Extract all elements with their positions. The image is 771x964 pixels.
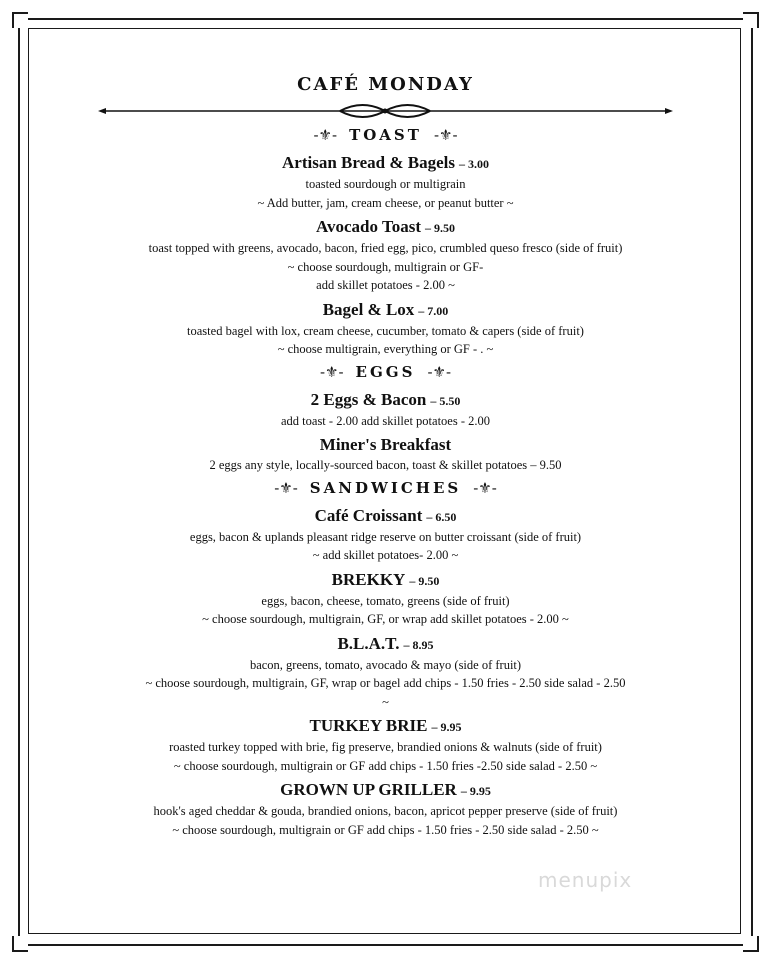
menu-title: CAFÉ MONDAY [297,74,474,95]
item-description: roasted turkey topped with brie, fig preserve, brandied onions & walnuts (side of fruit) [169,740,602,754]
item-description: ~ Add butter, jam, cream cheese, or peanut butter ~ [257,195,514,210]
item-price: – 5.50 [430,393,461,408]
menu-item-name [40,216,731,239]
section-heading [40,361,731,383]
item-price: – 8.95 [403,637,434,652]
menu-item-name [40,434,731,456]
item-description: eggs, bacon, cheese, tomato, greens (side of fruit) [261,593,510,608]
item-price: – 3.00 [459,157,489,171]
fleur-de-lis-icon: -⚜- [473,478,497,497]
fleur-de-lis-icon: -⚜- [313,126,338,144]
menu-item-name [40,569,731,592]
item-title: TURKEY BRIE [309,716,428,735]
item-price: – 7.00 [418,303,449,318]
item-description: add toast - 2.00 add skillet potatoes - 2.00 [281,413,490,428]
corner-ornament [12,12,28,28]
item-description: bacon, greens, tomato, avocado & mayo (side of fruit) [249,657,522,672]
item-description: ~ choose sourdough, multigrain or GF add chips - 1.50 fries -2.50 side salad - 2.50 ~ [173,758,598,773]
item-description: ~ [382,694,389,709]
menu-item-name [40,633,731,656]
item-description: ~ choose sourdough, multigrain, GF, wrap or bagel add chips - 1.50 fries - 2.50 side salad - 2.50 [145,676,626,690]
section-title: SANDWICHES [309,478,462,497]
item-title: Artisan Bread & Bagels [282,153,455,172]
item-description: 2 eggs any style, locally-sourced bacon, toast & skillet potatoes – 9.50 [209,458,562,472]
menu-item-name [40,779,731,802]
fleur-de-lis-icon: -⚜- [433,126,458,144]
corner-ornament [743,12,759,28]
corner-ornament [12,936,28,952]
item-description: toast topped with greens, avocado, bacon, fried egg, pico, crumbled queso fresco (side of fruit) [148,241,623,255]
watermark: menupix [538,868,633,892]
item-description: ~ add skillet potatoes- 2.00 ~ [312,548,459,562]
menu-item-name [40,299,731,322]
fleur-de-lis-icon: -⚜- [319,362,344,381]
item-title: GROWN UP GRILLER [280,780,457,799]
item-description: toasted bagel with lox, cream cheese, cucumber, tomato & capers (side of fruit) [187,323,584,338]
item-description: ~ choose sourdough, multigrain or GF- [287,259,484,274]
item-description: ~ choose sourdough, multigrain or GF add chips - 1.50 fries - 2.50 side salad - 2.50 ~ [172,822,599,837]
item-description: toasted sourdough or multigrain [305,177,466,191]
menu-item-name [40,505,731,528]
menu-item-name [40,715,731,738]
item-title: B.L.A.T. [337,633,400,653]
item-description: ~ choose multigrain, everything or GF - . ~ [277,342,494,356]
section-title: TOAST [349,126,422,144]
fleur-de-lis-icon: -⚜- [274,478,298,497]
section-heading [40,477,731,499]
item-description: add skillet potatoes - 2.00 ~ [316,278,455,292]
section-title: EGGS [355,362,416,381]
item-title: BREKKY [331,569,406,589]
menu-sections [40,124,731,839]
item-price: – 9.50 [425,221,455,235]
item-description: hook's aged cheddar & gouda, brandied onions, bacon, apricot pepper preserve (side of fruit) [153,804,618,818]
item-price: – 9.50 [409,573,440,588]
item-title: Bagel & Lox [322,299,415,319]
fleur-de-lis-icon: -⚜- [427,362,452,381]
item-title: 2 Eggs & Bacon [310,389,427,409]
item-price: – 6.50 [426,509,457,524]
title-divider [40,102,731,120]
divider-flourish-icon [40,102,731,120]
item-price: – 9.95 [431,720,462,734]
menu-item-name [40,152,731,175]
item-description: eggs, bacon & uplands pleasant ridge reserve on butter croissant (side of fruit) [189,529,582,544]
item-description: ~ choose sourdough, multigrain, GF, or wrap add skillet potatoes - 2.00 ~ [202,612,569,626]
menu-content [40,74,731,839]
corner-ornament [743,936,759,952]
item-title: Avocado Toast [315,217,421,236]
menu-item-name [40,389,731,412]
section-heading [40,124,731,146]
item-title: Café Croissant [314,505,423,525]
item-price: – 9.95 [460,784,491,798]
item-title: Miner's Breakfast [319,435,452,454]
